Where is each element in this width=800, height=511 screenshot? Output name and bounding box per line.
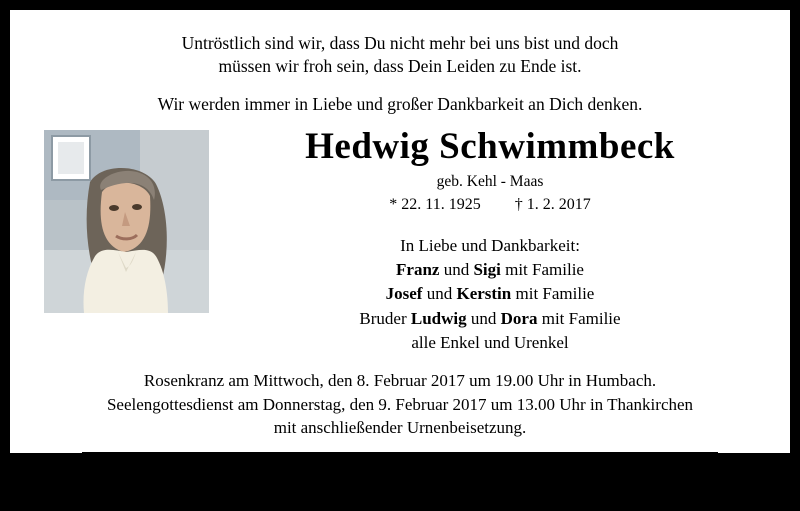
family-prefix: Bruder (359, 308, 411, 328)
family-member-2: Sigi (473, 260, 501, 280)
family-last-line: alle Enkel und Urenkel (411, 332, 569, 352)
donation-line-1: Anstelle von Blumen und Kränzen bitten wir um eine Spende für Miteinander – (128, 465, 672, 485)
section-divider (82, 452, 718, 453)
life-dates (216, 196, 764, 214)
birth-date: * 22. 11. 1925 (389, 196, 481, 214)
family-member-2: Kerstin (456, 284, 512, 304)
family-suffix: mit Familie (511, 284, 595, 304)
portrait-photo (44, 130, 209, 313)
family-row (216, 282, 764, 306)
family-member-1: Josef (385, 284, 423, 304)
family-conjunction: und (466, 308, 501, 328)
maiden-name: geb. Kehl - Maas (436, 173, 544, 191)
family-row (216, 258, 764, 282)
death-date: † 1. 2. 2017 (514, 196, 591, 214)
quote-line-3: Wir werden immer in Liebe und großer Dankbarkeit an Dich denken. (157, 93, 643, 114)
family-row (216, 307, 764, 331)
service-line-3: mit anschließender Urnenbeisetzung. (273, 418, 527, 438)
family-conjunction: und (422, 284, 457, 304)
deceased-section (36, 128, 764, 354)
family-suffix: mit Familie (537, 308, 621, 328)
quote-line-1: Untröstlich sind wir, dass Du nicht mehr bei uns bist und doch (181, 33, 619, 53)
deceased-details (216, 128, 764, 354)
service-line-2: Seelengottesdienst am Donnerstag, den 9. Februar 2017 um 13.00 Uhr in Thankirchen (106, 394, 694, 414)
family-member-1: Franz (396, 260, 440, 280)
family-conjunction: und (439, 260, 474, 280)
quote-line-2: müssen wir froh sein, dass Dein Leiden zu Ende ist. (218, 56, 582, 77)
obituary-notice (10, 10, 790, 508)
donation-line-2: Füreinander e.V. mit Kennwort: Hedwig unter IBAN: DE66 7005 4306 0011 1110 36. (107, 488, 693, 508)
family-suffix: mit Familie (500, 260, 584, 280)
family-intro: In Liebe und Dankbarkeit: (400, 236, 580, 256)
family-list (216, 234, 764, 355)
memorial-quote (36, 32, 764, 79)
family-member-1: Ludwig (410, 308, 467, 328)
service-details (36, 369, 764, 440)
family-member-2: Dora (500, 308, 538, 328)
deceased-name: Hedwig Schwimmbeck (305, 126, 675, 168)
donation-notice (36, 463, 764, 511)
service-line-1: Rosenkranz am Mittwoch, den 8. Februar 2017 um 19.00 Uhr in Humbach. (143, 370, 657, 390)
